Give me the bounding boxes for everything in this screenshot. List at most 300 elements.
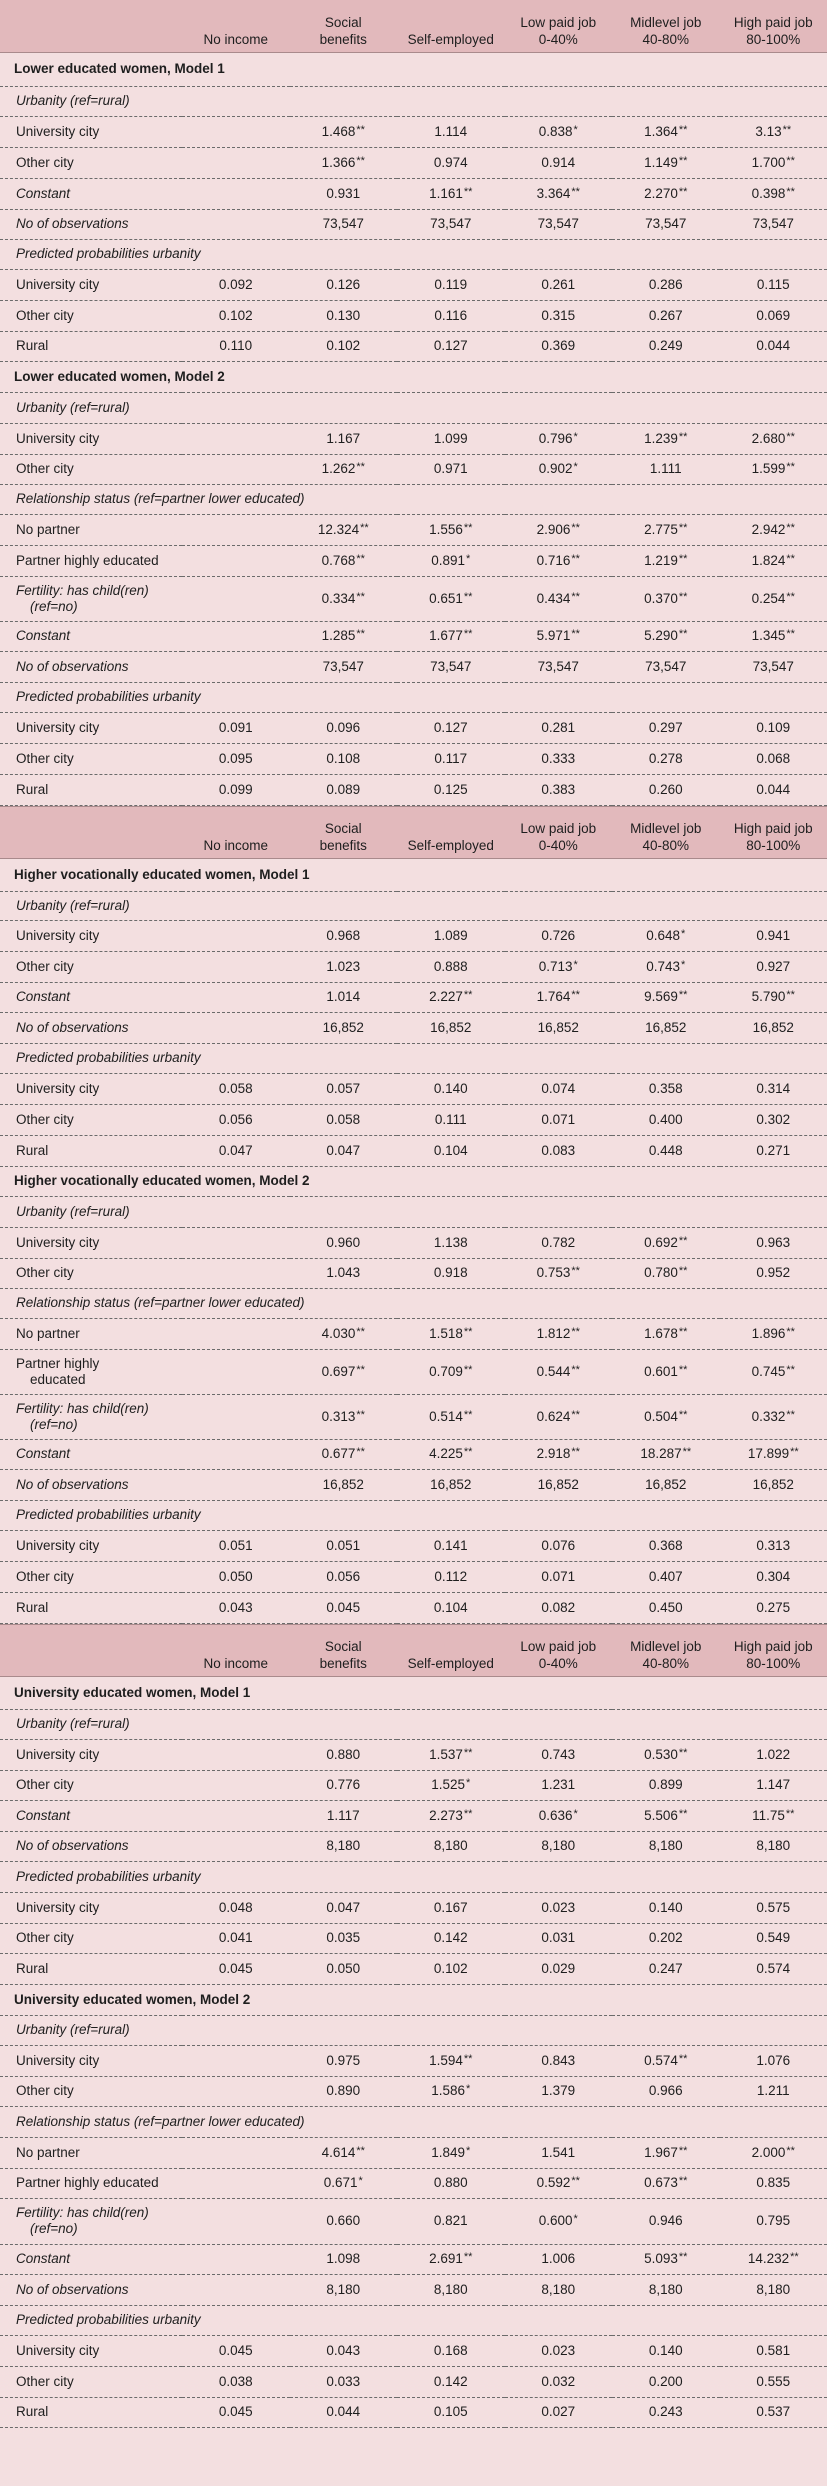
table-cell: 0.045 [182,1953,290,1984]
significance-stars: ** [463,1363,473,1376]
significance-stars: ** [786,1325,795,1338]
table-cell: 0.071 [505,1561,613,1592]
table-cell: 0.946 [612,2198,720,2244]
table-cell: 0.043 [182,1592,290,1623]
table-cell [182,2137,290,2168]
row-label: No partner [0,514,182,545]
table-cell: 73,547 [290,651,398,682]
results-table [0,1624,827,2428]
column-header-line: 40-80% [642,31,690,47]
model-heading-row [0,858,827,891]
table-cell: 0.671* [290,2168,398,2198]
significance-stars: ** [786,590,795,603]
table-cell: 0.050 [290,1953,398,1984]
table-cell: 0.660 [290,2198,398,2244]
significance-stars: ** [571,1363,580,1376]
row-label: Rural [0,1135,182,1166]
table-cell: 0.780** [612,1258,720,1288]
table-cell: 0.076 [505,1530,613,1561]
significance-stars: ** [678,1746,688,1759]
table-cell [182,1394,290,1439]
table-cell: 0.776 [290,1770,398,1800]
table-cell: 8,180 [612,1831,720,1861]
table-cell: 0.745** [720,1349,827,1394]
table-cell: 0.368 [612,1530,720,1561]
table-cell: 1.677** [397,621,505,651]
table-cell: 0.247 [612,1953,720,1984]
significance-stars: ** [571,1325,580,1338]
table-cell: 0.035 [290,1923,398,1953]
row-label: University city [0,1739,182,1770]
significance-stars: ** [356,123,365,136]
column-header [720,0,827,52]
significance-stars: ** [678,2052,688,2065]
table-row [0,1831,827,1861]
table-cell: 0.032 [505,2366,613,2397]
table-cell: 0.592** [505,2168,613,2198]
table-cell: 0.726 [505,920,613,951]
table-cell [182,1770,290,1800]
column-header-line: 0-40% [538,837,578,853]
column-header-line: 80-100% [746,31,801,47]
subgroup-row [0,86,827,116]
column-header [505,0,613,52]
row-label: Other city [0,2076,182,2106]
table-cell [182,1012,290,1043]
significance-stars: * [573,430,578,443]
row-label: No of observations [0,1831,182,1861]
table-cell: 4.030** [290,1318,398,1349]
table-row [0,1073,827,1104]
table-cell: 0.127 [397,331,505,361]
subgroup-label: Predicted probabilities urbanity [0,1500,827,1530]
table-cell: 0.796* [505,423,613,454]
table-cell: 0.716** [505,545,613,576]
table-cell: 16,852 [612,1469,720,1500]
significance-stars: * [466,552,471,565]
table-cell: 1.537** [397,1739,505,1770]
table-cell: 0.968 [290,920,398,951]
significance-stars: ** [360,521,369,534]
table-cell: 14.232** [720,2244,827,2274]
column-header [612,0,720,52]
column-header-line: No income [203,31,269,47]
table-cell: 0.041 [182,1923,290,1953]
table-cell: 1.043 [290,1258,398,1288]
column-header-line: 80-100% [746,1655,801,1671]
significance-stars: ** [678,552,688,565]
table-cell: 16,852 [505,1469,613,1500]
table-cell: 0.313** [290,1394,398,1439]
table-cell: 8,180 [290,2274,398,2305]
subgroup-row [0,2106,827,2137]
table-cell: 0.843 [505,2045,613,2076]
row-label: University city [0,920,182,951]
table-row [0,2335,827,2366]
table-cell: 1.541 [505,2137,613,2168]
significance-stars: ** [786,521,795,534]
row-label: Constant [0,178,182,209]
table-cell: 0.108 [290,743,398,774]
column-header-line: No income [203,837,269,853]
significance-stars: ** [678,628,688,640]
subgroup-row [0,2305,827,2335]
table-cell: 0.050 [182,1561,290,1592]
table-cell [182,951,290,982]
table-cell: 0.574 [720,1953,827,1984]
row-label: University city [0,1530,182,1561]
table-cell: 0.278 [612,743,720,774]
row-label: University city [0,423,182,454]
table-cell: 0.697** [290,1349,398,1394]
significance-stars: ** [786,1408,795,1421]
table-row [0,1349,827,1394]
table-cell [182,1318,290,1349]
table-cell: 2.906** [505,514,613,545]
model-heading: University educated women, Model 2 [0,1984,827,2015]
subgroup-label: Predicted probabilities urbanity [0,2305,827,2335]
table-cell: 0.358 [612,1073,720,1104]
subgroup-label: Urbanity (ref=rural) [0,392,827,423]
table-cell: 0.743 [505,1739,613,1770]
significance-stars: ** [571,628,580,640]
table-cell: 0.044 [720,774,827,805]
table-cell: 0.333 [505,743,613,774]
significance-stars: ** [678,430,688,443]
significance-stars: ** [571,552,580,565]
significance-stars: * [358,2175,363,2187]
table-cell: 1.594** [397,2045,505,2076]
table-cell: 0.115 [720,269,827,300]
significance-stars: ** [463,2251,473,2263]
table-row [0,1592,827,1623]
subgroup-row [0,1043,827,1073]
table-cell: 1.098 [290,2244,398,2274]
table-cell: 0.334** [290,576,398,621]
row-label: Rural [0,331,182,361]
row-label: Constant [0,621,182,651]
table-cell: 0.941 [720,920,827,951]
row-label: University city [0,2335,182,2366]
table-row [0,1770,827,1800]
results-table [0,0,827,806]
table-cell: 1.364** [612,116,720,147]
table-cell [182,2045,290,2076]
table-cell: 9.569** [612,982,720,1012]
column-header-blank [0,806,182,858]
table-cell: 0.249 [612,331,720,361]
subgroup-row [0,1288,827,1318]
model-heading-row [0,52,827,86]
model-heading: University educated women, Model 1 [0,1676,827,1709]
table-row [0,2168,827,2198]
table-cell: 0.902* [505,454,613,484]
column-header-line: benefits [319,1655,367,1671]
table-row [0,1104,827,1135]
significance-stars: ** [356,154,365,167]
significance-stars: * [573,958,578,971]
table-row [0,982,827,1012]
column-header-line: No income [203,1655,269,1671]
table-cell: 1.014 [290,982,398,1012]
table-cell: 0.636* [505,1800,613,1831]
table-cell: 0.890 [290,2076,398,2106]
table-cell: 0.243 [612,2397,720,2427]
table-cell: 0.575 [720,1892,827,1923]
table-cell: 0.891* [397,545,505,576]
table-cell: 0.051 [290,1530,398,1561]
row-label: Other city [0,1770,182,1800]
table-row [0,1469,827,1500]
column-header-line: Midlevel job [630,1638,702,1654]
column-header [612,806,720,858]
table-cell: 1.117 [290,1800,398,1831]
row-label: No of observations [0,1012,182,1043]
significance-stars: ** [678,590,688,603]
table-cell: 8,180 [397,1831,505,1861]
column-header-line: 0-40% [538,1655,578,1671]
table-cell [182,2076,290,2106]
table-cell: 17.899** [720,1439,827,1469]
table-cell: 0.835 [720,2168,827,2198]
table-cell: 0.315 [505,300,613,331]
table-cell: 0.099 [182,774,290,805]
significance-stars: ** [678,2175,688,2187]
column-header [182,0,290,52]
table-cell: 0.504** [612,1394,720,1439]
row-label: No partner [0,1318,182,1349]
significance-stars: ** [782,123,792,136]
table-cell: 0.709** [397,1349,505,1394]
table-cell: 0.045 [182,2335,290,2366]
table-cell: 1.114 [397,116,505,147]
significance-stars: ** [356,590,365,603]
table-row [0,2045,827,2076]
table-cell: 8,180 [720,1831,827,1861]
row-label-line: (ref=no) [30,1416,78,1432]
row-label: No of observations [0,1469,182,1500]
row-label: Other city [0,951,182,982]
table-cell: 8,180 [505,2274,613,2305]
table-cell: 0.023 [505,1892,613,1923]
table-row [0,2366,827,2397]
subgroup-label: Predicted probabilities urbanity [0,682,827,712]
table-cell [182,209,290,239]
table-cell: 0.313 [720,1530,827,1561]
column-header [397,1624,505,1676]
model-heading-row [0,1676,827,1709]
column-header-line: High paid job [733,1638,813,1654]
significance-stars: ** [786,552,795,565]
table-cell: 0.297 [612,712,720,743]
table-cell: 0.104 [397,1135,505,1166]
table-cell: 0.044 [290,2397,398,2427]
table-cell [182,1227,290,1258]
table-cell [182,2168,290,2198]
table-cell: 4.614** [290,2137,398,2168]
table-row [0,920,827,951]
table-row [0,2198,827,2244]
significance-stars: ** [571,2175,580,2187]
row-label: University city [0,1892,182,1923]
table-cell: 0.651** [397,576,505,621]
significance-stars: ** [463,1746,473,1759]
table-cell: 0.092 [182,269,290,300]
table-cell: 2.775** [612,514,720,545]
table-cell: 1.967** [612,2137,720,2168]
table-cell: 73,547 [720,209,827,239]
table-cell: 0.047 [290,1892,398,1923]
table-cell: 0.112 [397,1561,505,1592]
table-cell: 5.506** [612,1800,720,1831]
table-cell: 0.400 [612,1104,720,1135]
significance-stars: ** [463,1446,473,1458]
row-label: Constant [0,2244,182,2274]
significance-stars: ** [786,461,795,473]
table-cell: 1.285** [290,621,398,651]
significance-stars: ** [785,1807,795,1820]
row-label: Other city [0,300,182,331]
row-label: University city [0,2045,182,2076]
significance-stars: ** [463,2052,473,2065]
row-label-line: Fertility: has child(ren) [16,1400,149,1416]
table-cell: 2.270** [612,178,720,209]
table-cell: 0.117 [397,743,505,774]
table-row [0,1953,827,1984]
model-heading: Lower educated women, Model 2 [0,361,827,392]
model-heading-row [0,1984,827,2015]
table-cell: 16,852 [290,1012,398,1043]
table-cell: 2.680** [720,423,827,454]
column-header-line: High paid job [733,820,813,836]
table-cell: 0.044 [720,331,827,361]
row-label: No of observations [0,2274,182,2305]
table-cell [182,2274,290,2305]
subgroup-label: Predicted probabilities urbanity [0,1861,827,1892]
table-cell: 1.149** [612,147,720,178]
table-cell [182,1439,290,1469]
subgroup-label: Relationship status (ref=partner lower educated) [0,2106,827,2137]
row-label-line: (ref=no) [30,2221,78,2236]
significance-stars: ** [678,185,688,198]
table-cell: 0.692** [612,1227,720,1258]
table-cell: 16,852 [720,1012,827,1043]
table-cell: 16,852 [397,1012,505,1043]
table-cell: 0.058 [182,1073,290,1104]
table-cell: 0.105 [397,2397,505,2427]
table-cell: 0.056 [290,1561,398,1592]
table-cell: 0.082 [505,1592,613,1623]
table-cell: 0.045 [290,1592,398,1623]
table-cell: 16,852 [720,1469,827,1500]
table-cell: 5.290** [612,621,720,651]
table-cell: 1.345** [720,621,827,651]
column-header-line: benefits [319,31,367,47]
table-row [0,712,827,743]
subgroup-row [0,392,827,423]
row-label: Other city [0,1258,182,1288]
table-cell: 0.383 [505,774,613,805]
table-cell: 0.130 [290,300,398,331]
table-row [0,300,827,331]
table-cell: 0.110 [182,331,290,361]
column-header-line: Low paid job [520,1638,597,1654]
table-cell: 1.366** [290,147,398,178]
table-cell: 73,547 [290,209,398,239]
column-header-blank [0,0,182,52]
table-cell [182,576,290,621]
table-row [0,514,827,545]
row-label [0,2198,182,2244]
table-cell: 0.931 [290,178,398,209]
table-cell: 1.896** [720,1318,827,1349]
table-cell: 0.888 [397,951,505,982]
table-cell: 1.379 [505,2076,613,2106]
table-cell: 0.116 [397,300,505,331]
table-cell: 0.601** [612,1349,720,1394]
table-row [0,1739,827,1770]
table-cell: 12.324** [290,514,398,545]
table-row [0,1561,827,1592]
table-cell: 0.555 [720,2366,827,2397]
table-cell: 0.168 [397,2335,505,2366]
subgroup-row [0,1709,827,1739]
significance-stars: ** [678,521,688,534]
row-label: Constant [0,1800,182,1831]
table-cell: 0.104 [397,1592,505,1623]
table-cell: 1.211 [720,2076,827,2106]
table-row [0,269,827,300]
column-header [612,1624,720,1676]
table-cell: 0.880 [397,2168,505,2198]
results-table [0,806,827,1624]
column-header-row [0,1624,827,1676]
table-cell [182,514,290,545]
row-label: Other city [0,1104,182,1135]
significance-stars: ** [678,1807,688,1820]
table-cell: 0.261 [505,269,613,300]
column-header-line: 40-80% [642,1655,690,1671]
table-cell: 0.029 [505,1953,613,1984]
significance-stars: ** [571,1408,580,1421]
table-cell: 0.549 [720,1923,827,1953]
table-cell: 16,852 [290,1469,398,1500]
table-cell: 0.260 [612,774,720,805]
table-cell [182,423,290,454]
table-row [0,545,827,576]
column-header-line: 0-40% [538,31,578,47]
model-heading-row [0,1166,827,1196]
table-cell [182,1469,290,1500]
table-row [0,1258,827,1288]
table-cell: 0.267 [612,300,720,331]
significance-stars: ** [678,154,688,167]
table-cell: 0.047 [182,1135,290,1166]
table-cell: 5.093** [612,2244,720,2274]
row-label: No of observations [0,209,182,239]
table-cell: 8,180 [290,1831,398,1861]
table-cell: 3.364** [505,178,613,209]
table-row [0,1923,827,1953]
table-cell: 0.068 [720,743,827,774]
table-cell: 0.047 [290,1135,398,1166]
table-row [0,331,827,361]
table-cell: 0.102 [397,1953,505,1984]
table-cell: 0.281 [505,712,613,743]
table-cell: 1.076 [720,2045,827,2076]
table-cell: 0.111 [397,1104,505,1135]
significance-stars: * [573,461,578,473]
